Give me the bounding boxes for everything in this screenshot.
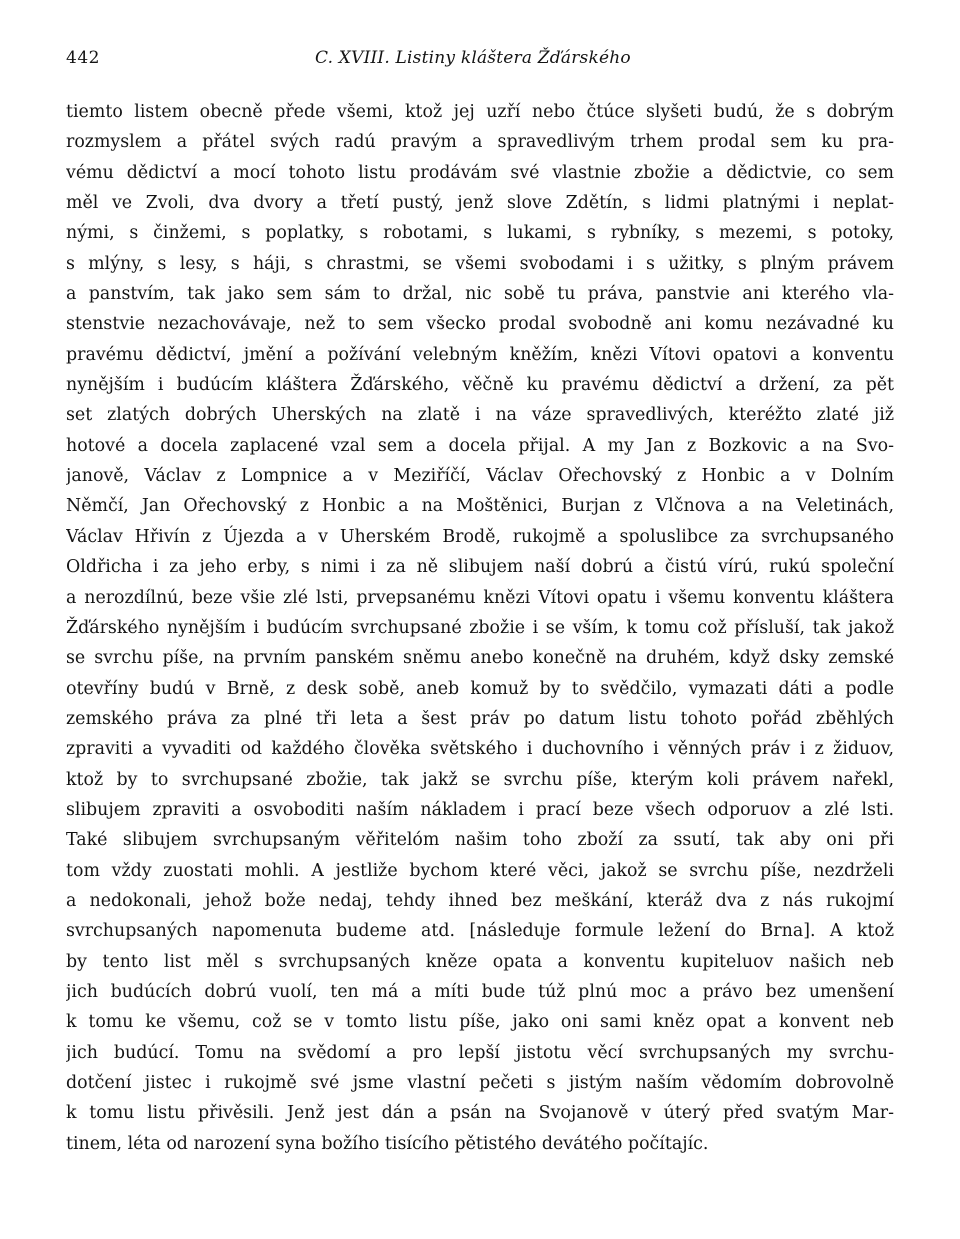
text-line: měl ve Zvoli, dva dvory a třetí pustý, jenž slove Zdětín, s lidmi platnými i neplat-: [66, 193, 894, 214]
text-line: zemského práva za plné tři leta a šest práv po datum listu tohoto pořád zběhlých: [66, 708, 894, 729]
text-line: Žďárského nynějším i budúcím svrchupsané zbožie i se vším, k tomu což přísluší, tak jakož: [66, 617, 894, 638]
text-line: a nedokonali, jehož bože nedaj, tehdy ihned bez meškání, kteráž dva z nás rukojmí: [66, 890, 894, 911]
text-line: k tomu listu přivěsili. Jenž jest dán a psán na Svojanově v úterý před svatým Mar-: [66, 1103, 894, 1124]
text-line: pravému dědictví, jmění a požívání velebným kněžím, knězi Vítovi opatovi a konventu: [66, 344, 894, 365]
text-line: Oldřicha i za jeho erby, s nimi i za ně slibujem naší dobrú a čistú vírú, rukú společní: [66, 557, 894, 578]
text-line: set zlatých dobrých Uherských na zlatě i na váze spravedlivých, kteréžto zlaté již: [66, 405, 894, 426]
text-line: jich budúcích dobrú vuolí, ten má a míti bude túž plnú moc a právo bez umenšení: [66, 981, 894, 1002]
text-line: se svrchu píše, na prvním panském sněmu anebo konečně na druhém, když dsky zemské: [66, 648, 894, 669]
text-line: nými, s činžemi, s poplatky, s robotami, s lukami, s rybníky, s mezemi, s potoky,: [66, 223, 894, 244]
text-line: zpraviti a vyvaditi od každého člověka světského i duchovního i věnných práv i z židuov,: [66, 739, 894, 760]
text-line: by tento list měl s svrchupsaných kněze opata a konventu kupiteluov našich neb: [66, 951, 894, 972]
text-line: Němčí, Jan Ořechovský z Honbic a na Moštěnici, Burjan z Vlčnova a na Veletinách,: [66, 496, 894, 517]
text-line: a nerozdílnú, beze všie zlé lsti, prvepsanému knězi Vítovi opatu i všemu konventu kláštera: [66, 587, 894, 608]
text-line: ktož by to svrchupsané zbožie, tak jakž se svrchu píše, kterým koli právem nařekl,: [66, 769, 894, 790]
text-line: dotčení jistec i rukojmě své jsme vlastní pečeti s jistým naším vědomím dobrovolně: [66, 1073, 894, 1093]
text-line: janově, Václav z Lompnice a v Meziříčí, Václav Ořechovský z Honbic a v Dolním: [66, 466, 894, 487]
text-line: hotové a docela zaplacené vzal sem a docela přijal. A my Jan z Bozkovic a na Svo-: [66, 435, 894, 456]
text-line: tom vždy zuostati mohli. A jestliže bychom které věci, jakož se svrchu píše, nezdrželi: [66, 860, 894, 881]
text-line: tinem, léta od narození syna božího tisícího pětistého devátého počítajíc.: [66, 1133, 709, 1154]
page-number: 442: [66, 48, 100, 68]
text-line: Také slibujem svrchupsaným věřitelóm našim toho zboží za ssutí, tak aby oni při: [66, 830, 894, 851]
text-line: k tomu ke všemu, což se v tomto listu píše, jako oni sami kněz opat a konvent neb: [66, 1012, 894, 1033]
text-line: vému dědictví a mocí tohoto listu prodávám své vlastnie zbožie a dědictvie, co sem: [66, 162, 894, 183]
text-line: rozmyslem a přátel svých radú pravým a spravedlivým trhem prodal sem ku pra-: [66, 132, 894, 153]
body-text: [66, 97, 894, 1159]
text-line: otevříny budú v Brně, z desk sobě, aneb komuž by to svědčilo, vymazati dáti a podle: [66, 678, 894, 699]
text-line: nynějším i budúcím kláštera Žďárského, věčně ku pravému dědictví a držení, za pět: [66, 375, 894, 396]
text-line: Václav Hřivín z Újezda a v Uherském Brodě, rukojmě a spoluslibce za svrchupsaného: [66, 526, 894, 547]
running-head: [66, 48, 892, 72]
text-line: jich budúcí. Tomu na svědomí a pro lepší jistotu věcí svrchupsaných my svrchu-: [66, 1042, 894, 1063]
running-title: C. XVIII. Listiny kláštera Žďárského: [315, 48, 631, 68]
text-line: a panstvím, tak jako sem sám to držal, nic sobě tu práva, panstvie ani kterého vla-: [66, 284, 894, 305]
text-line: stenstvie nezachovávaje, než to sem všecko prodal svobodně ani komu nezávadné ku: [66, 314, 894, 335]
text-line: s mlýny, s lesy, s háji, s chrastmi, se všemi svobodami i s užitky, s plným právem: [66, 253, 894, 274]
text-line: svrchupsaných napomenuta budeme atd. [následuje formule ležení do Brna]. A ktož: [66, 921, 894, 942]
text-line: tiemto listem obecně přede všemi, ktož jej uzří nebo čtúce slyšeti budú, že s dobrým: [66, 102, 894, 122]
text-line: slibujem zpraviti a osvoboditi naším nákladem i prací beze všech odporuov a zlé lsti.: [66, 799, 894, 820]
